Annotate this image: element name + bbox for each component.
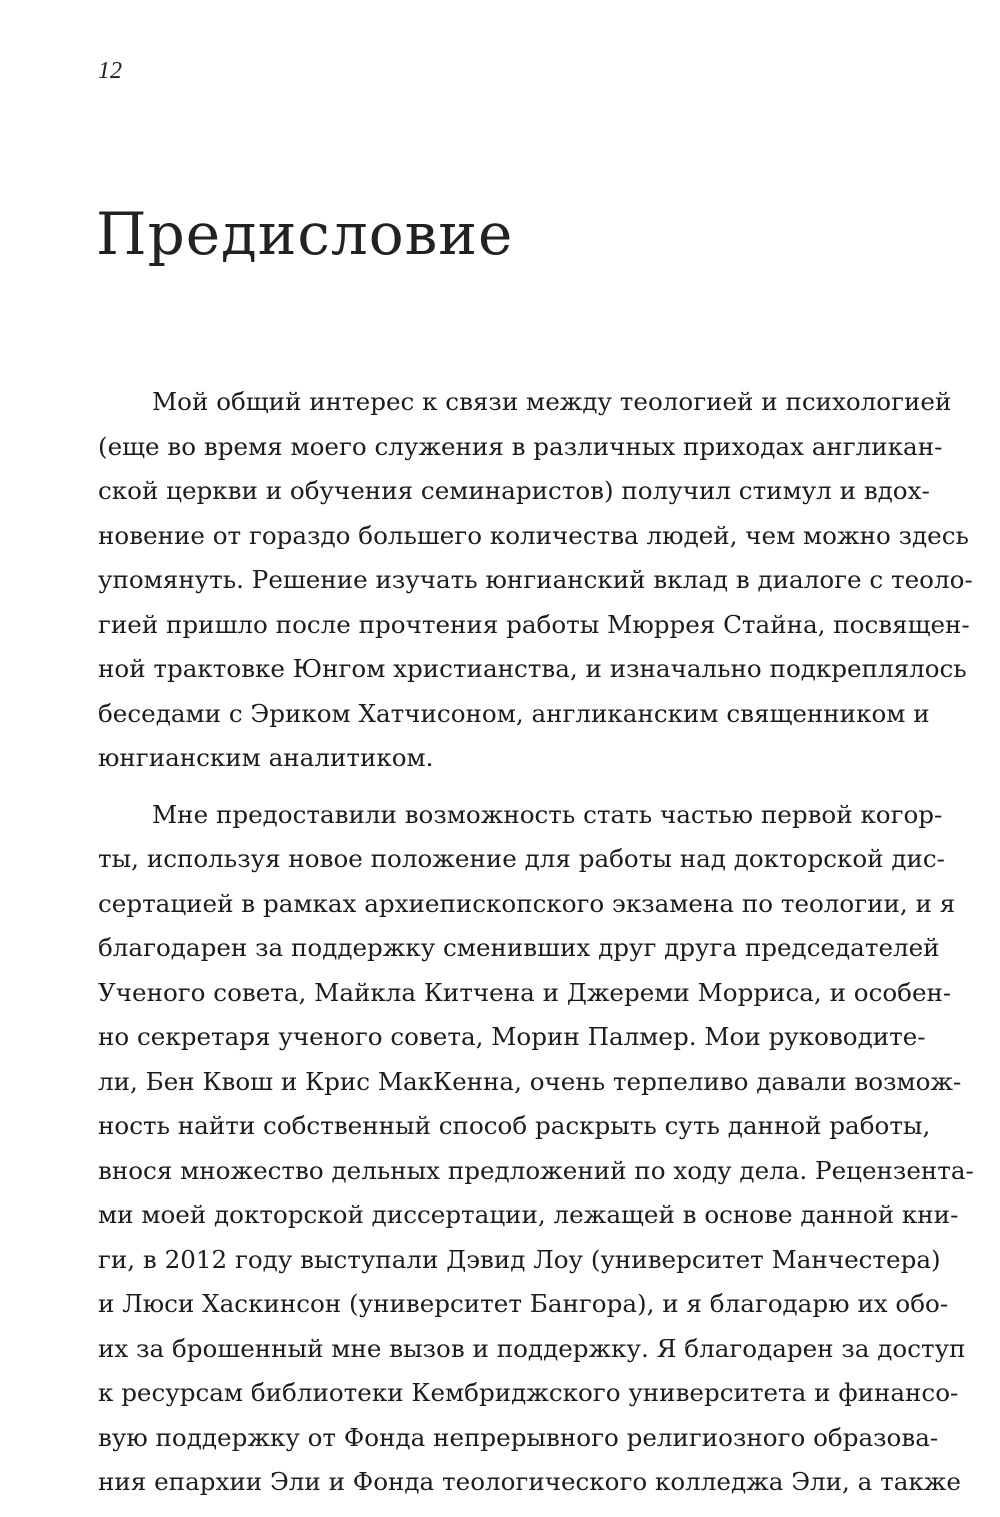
text-line: и Люси Хаскинсон (университет Бангора), и я благодарю их обо- [98,1289,949,1318]
text-line: внося множество дельных предложений по ходу дела. Рецензента- [98,1155,974,1185]
text-line: их за брошенный мне вызов и поддержку. Я благодарен за доступ [98,1333,966,1363]
text-line: (еще во время моего служения в различных приходах англикан- [98,431,943,461]
text-line: гией пришло после прочтения работы Мюррея Стайна, посвящен- [98,609,970,639]
text-line: ги, в 2012 году выступали Дэвид Лоу (университет Манчестера) [98,1244,941,1274]
text-line: но секретаря ученого совета, Морин Палмер. Мои руководите- [98,1022,926,1051]
text-line: Мне предоставили возможность стать частью первой когор- [152,799,943,829]
text-line: ми моей докторской диссертации, лежащей в основе данной кни- [98,1200,959,1229]
text-line: Ученого совета, Майкла Китчена и Джереми Морриса, и особен- [98,977,952,1007]
text-line: ты, используя новое положение для работы над докторской дис- [98,844,945,873]
chapter-title: Предисловие [96,200,514,268]
text-line: к ресурсам библиотеки Кембриджского университета и финансо- [98,1378,959,1407]
text-line: ния епархии Эли и Фонда теологического колледжа Эли, а также [98,1467,961,1496]
text-line: вую поддержку от Фонда непрерывного религиозного образова- [98,1422,939,1452]
text-line: новение от гораздо большего количества людей, чем можно здесь [98,520,969,550]
text-line: юнгианским аналитиком. [98,743,434,772]
page-number: 12 [98,58,122,84]
text-line: ли, Бен Квош и Крис МакКенна, очень терпеливо давали возмож- [98,1066,962,1096]
text-line: ной трактовке Юнгом христианства, и изначально подкреплялось [98,654,967,683]
paragraph-1 [98,380,973,781]
text-line: Мой общий интерес к связи между теологией и психологией [152,387,952,416]
paragraph-2 [98,793,974,1505]
text-line: упомянуть. Решение изучать юнгианский вклад в диалоге с теоло- [98,565,973,594]
body-text [98,380,974,1517]
text-line: сертацией в рамках архиепископского экзамена по теологии, и я [98,888,956,918]
text-line: ность найти собственный способ раскрыть суть данной работы, [98,1111,931,1140]
text-line: благодарен за поддержку сменивших друг друга председателей [98,933,940,962]
text-line: беседами с Эриком Хатчисоном, англиканским священником и [98,698,930,728]
text-line: ской церкви и обучения семинаристов) получил стимул и вдох- [98,476,930,505]
